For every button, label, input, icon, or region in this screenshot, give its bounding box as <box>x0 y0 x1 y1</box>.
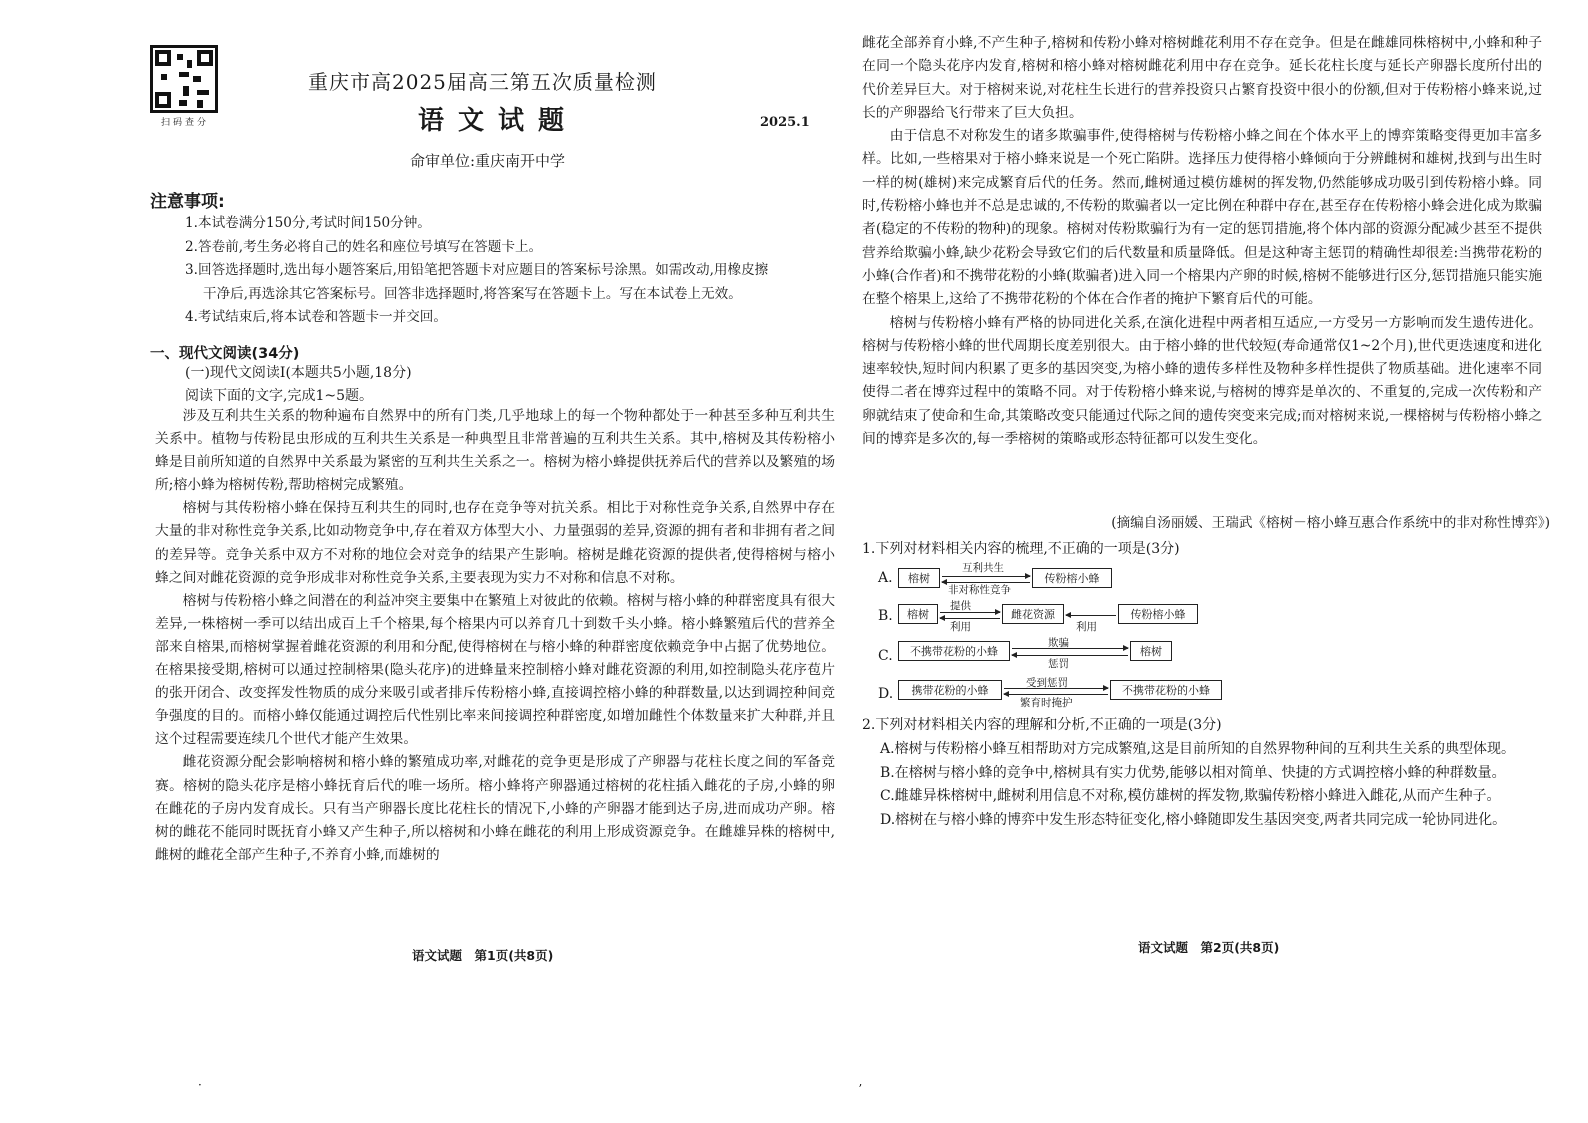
option-c-arrow-left <box>1012 655 1128 656</box>
passage-source: (摘编自汤丽媛、王瑞武《榕树－榕小蜂互惠合作系统中的非对称性博弈》) <box>1111 515 1550 531</box>
page-footer: 语文试题 第2页(共8页) <box>1138 940 1280 955</box>
qr-caption: 扫码查分 <box>160 118 209 128</box>
option-a-label-bottom: 非对称性竞争 <box>948 584 1011 596</box>
option-b-box-mid: 雌花资源 <box>1002 604 1064 624</box>
paragraph: 榕树与其传粉榕小蜂在保持互利共生的同时,也存在竞争等对抗关系。相比于对称性竞争关系,自然界中存在大量的非对称性竞争关系,比如动物竞争中,存在着双方体型大小、力量强弱的差异,资源的拥有者和非拥有者之间的差异等。竞争关系中双方不对称的地位会对竞争的结果产生影响。榕树是雌花资源的提供者,使得榕树与榕小蜂之间对雌花资源的竞争形成非对称性竞争关系,主要表现为实力不对称和信息不对称。 <box>155 500 835 586</box>
option-d-box-left: 携带花粉的小蜂 <box>898 680 1002 700</box>
section-heading: 一、现代文阅读(34分) <box>150 346 300 362</box>
option-b-label-top: 提供 <box>950 600 971 612</box>
subject-title: 语文试题 <box>418 106 579 136</box>
note-item: 1.本试卷满分150分,考试时间150分钟。 <box>185 215 431 231</box>
paragraph: 榕树与传粉榕小蜂之间潜在的利益冲突主要集中在繁殖上对彼此的依赖。榕树与榕小蜂的种群密度具有很大差异,一株榕树一季可以结出成百上千个榕果,每个榕果内可以养育几十到数千头小蜂。榕小蜂繁殖后代的营养全部来自榕果,而榕树掌握着雌花资源的利用和分配,使得榕树在与榕小蜂的种群密度依赖竞争中占据了优势地位。在榕果接受期,榕树可以通过控制榕果(隐头花序)的进蜂量来控制榕小蜂对雌花资源的利用,如控制隐头花序苞片的张开闭合、改变挥发性物质的成分来吸引或者排斥传粉榕小蜂,直接调控榕小蜂的种群数量,以达到调控种间竞争强度的目的。而榕小蜂仅能通过调控后代性别比率来间接调控种群密度,如增加雌性个体数量来扩大种群,并且这个过程需要连续几个世代才能产生效果。 <box>155 592 835 748</box>
option-b-label-bottom-1: 利用 <box>950 621 971 633</box>
exam-date: 2025.1 <box>760 115 810 130</box>
passage-part-1 <box>155 405 835 867</box>
option-b-label-bottom-2: 利用 <box>1076 621 1097 633</box>
scan-speck: · <box>198 1078 202 1092</box>
paragraph: 涉及互利共生关系的物种遍布自然界中的所有门类,几乎地球上的每一个物种都处于一种甚至多种互利共生关系中。植物与传粉昆虫形成的互利共生关系是一种典型且非常普遍的互利共生关系。其中,榕树及其传粉榕小蜂是目前所知道的自然界中关系最为紧密的互利共生关系之一。榕树为榕小蜂提供抚养后代的营养以及繁殖的场所;榕小蜂为榕树传粉,帮助榕树完成繁殖。 <box>155 408 835 494</box>
authoring-unit: 命审单位:重庆南开中学 <box>410 152 566 170</box>
subsection-heading: (一)现代文阅读Ⅰ(本题共5小题,18分) <box>185 365 412 381</box>
option-c-label-bottom: 惩罚 <box>1048 658 1069 670</box>
scan-speck: ʼ <box>858 1082 862 1096</box>
option-c-box-right: 榕树 <box>1130 641 1172 661</box>
option-b-box-left: 榕树 <box>898 604 938 624</box>
reading-instruction: 阅读下面的文字,完成1~5题。 <box>185 388 373 404</box>
option-d-arrow-right <box>1004 688 1108 689</box>
note-item: 干净后,再选涂其它答案标号。回答非选择题时,将答案写在答题卡上。写在本试卷上无效。 <box>203 285 742 302</box>
passage-part-2 <box>862 32 1542 451</box>
note-item: 2.答卷前,考生务必将自己的姓名和座位号填写在答题卡上。 <box>185 238 543 255</box>
exam-title: 重庆市高2025届高三第五次质量检测 <box>308 70 657 94</box>
question-1: 1.下列对材料相关内容的梳理,不正确的一项是(3分) <box>862 541 1180 557</box>
q2-option-b: B.在榕树与榕小蜂的竞争中,榕树具有实力优势,能够以相对简单、快捷的方式调控榕小蜂的种群数量。 <box>880 764 1506 781</box>
option-b-box-right: 传粉榕小蜂 <box>1118 604 1198 624</box>
option-a-arrow-right <box>942 576 1030 577</box>
option-b-arrow-use-2 <box>1066 615 1116 616</box>
notes-heading: 注意事项: <box>150 192 225 212</box>
option-b-arrow-provide <box>940 612 1000 613</box>
notes-list <box>185 212 815 330</box>
q2-option-a: A.榕树与传粉榕小蜂互相帮助对方完成繁殖,这是目前所知的自然界物种间的互利共生关系的典型体现。 <box>880 741 1516 757</box>
page-footer: 语文试题 第1页(共8页) <box>412 948 554 963</box>
option-c-box-left: 不携带花粉的小蜂 <box>898 641 1010 661</box>
option-c-label-top: 欺骗 <box>1048 637 1069 649</box>
option-c-letter: C. <box>878 648 893 664</box>
note-item: 4.考试结束后,将本试卷和答题卡一并交回。 <box>185 309 447 325</box>
option-c-arrow-right <box>1012 648 1128 649</box>
paragraph: 雌花全部养育小蜂,不产生种子,榕树和传粉小蜂对榕树雌花利用不存在竞争。但是在雌雄同株榕树中,小蜂和种子在同一个隐头花序内发育,榕树和榕小蜂对榕树雌花利用中存在竞争。延长花柱长度与延长产卵器长度所付出的代价差异巨大。对于榕树来说,对花柱生长进行的营养投资只占繁育投资中很小的份额,但对于传粉榕小蜂来说,过长的产卵器给飞行带来了巨大负担。 <box>862 35 1542 121</box>
option-d-label-bottom: 繁育时掩护 <box>1020 697 1073 709</box>
option-d-label-top: 受到惩罚 <box>1026 677 1068 689</box>
paragraph: 由于信息不对称发生的诸多欺骗事件,使得榕树与传粉榕小蜂之间在个体水平上的博弈策略变得更加丰富多样。比如,一些榕果对于榕小蜂来说是一个死亡陷阱。选择压力使得榕小蜂倾向于分辨雌树和雄树,找到与出生时一样的树(雄树)来完成繁育后代的任务。然而,雌树通过模仿雄树的挥发物,仍然能够成功吸引到传粉榕小蜂。同时,传粉榕小蜂也并不总是忠诚的,不传粉的欺骗者以一定比例在种群中存在,甚至存在传粉榕小蜂会进化成为欺骗者(稳定的不传粉的物种)的现象。榕树对传粉欺骗行为有一定的惩罚措施,将个体内部的资源分配减少甚至不提供营养给欺骗小蜂,缺少花粉会导致它们的后代数量和质量降低。但是这种寄主惩罚的精确性却很差:当携带花粉的小蜂(合作者)和不携带花粉的小蜂(欺骗者)进入同一个榕果内产卵的时候,榕树不能够进行区分,惩罚措施只能实施在整个榕果上,这给了不携带花粉的个体在合作者的掩护下繁育后代的可能。 <box>862 128 1542 308</box>
option-a-letter: A. <box>878 570 893 586</box>
qr-code-icon <box>150 45 218 113</box>
question-2-options <box>880 738 1550 832</box>
paragraph: 雌花资源分配会影响榕树和榕小蜂的繁殖成功率,对雌花的竞争更是形成了产卵器与花柱长度之间的军备竞赛。榕树的隐头花序是榕小蜂抚育后代的唯一场所。榕小蜂将产卵器通过榕树的花柱插入雌花的子房,小蜂的卵在雌花的子房内发育成长。只有当产卵器长度比花柱长的情况下,小蜂的产卵器才能到达子房,进而成功产卵。榕树的雌花不能同时既抚育小蜂又产生种子,所以榕树和小蜂在雌花的利用上形成资源竞争。在雌雄异株的榕树中,雌树的雌花全部产生种子,不养育小蜂,而雄树的 <box>155 754 835 863</box>
paragraph: 榕树与传粉榕小蜂有严格的协同进化关系,在演化进程中两者相互适应,一方受另一方影响而发生遗传进化。榕树与传粉榕小蜂的世代周期长度差别很大。由于榕小蜂的世代较短(寿命通常仅1~2个月),世代更迭速度和进化速率较快,短时间内积累了更多的基因突变,为榕小蜂的遗传多样性及物种多样性提供了物质基础。进化速率不同使得二者在博弈过程中的策略不同。对于传粉榕小蜂来说,与榕树的博弈是单次的、不重复的,完成一次传粉和产卵就结束了使命和生命,其策略改变只能通过代际之间的遗传突变来完成;而对榕树来说,一棵榕树与传粉榕小蜂之间的博弈是多次的,每一季榕树的策略或形态特征都可以发生变化。 <box>862 314 1542 448</box>
note-item: 3.回答选择题时,选出每小题答案后,用铅笔把答题卡对应题目的答案标号涂黑。如需改动,用橡皮擦 <box>185 262 769 278</box>
option-a-label-top: 互利共生 <box>962 562 1004 574</box>
option-d-letter: D. <box>878 686 894 702</box>
q2-option-c: C.雌雄异株榕树中,雌树利用信息不对称,模仿雄树的挥发物,欺骗传粉榕小蜂进入雌花,从而产生种子。 <box>880 788 1501 805</box>
option-b-letter: B. <box>878 608 893 624</box>
option-a-box-right: 传粉榕小蜂 <box>1032 568 1112 588</box>
q2-option-d: D.榕树在与榕小蜂的博弈中发生形态特征变化,榕小蜂随即发生基因突变,两者共同完成一轮协同进化。 <box>880 811 1507 828</box>
option-a-box-left: 榕树 <box>898 568 940 588</box>
option-d-box-right: 不携带花粉的小蜂 <box>1110 680 1222 700</box>
question-2: 2.下列对材料相关内容的理解和分析,不正确的一项是(3分) <box>862 717 1222 733</box>
